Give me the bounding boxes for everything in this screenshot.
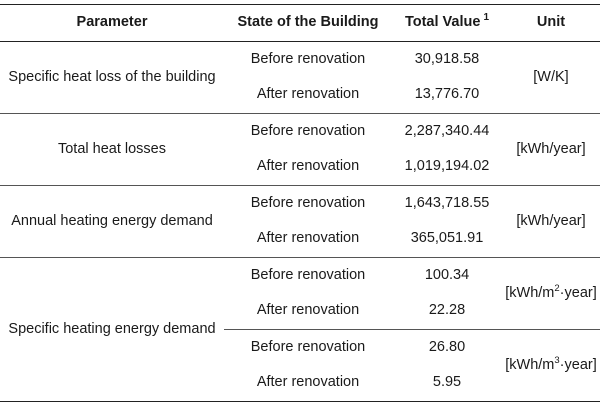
table-row — [0, 186, 600, 222]
unit-suffix: ·year] — [559, 356, 597, 373]
state-cell: Before renovation — [250, 122, 366, 139]
state-cell: Before renovation — [250, 338, 366, 355]
state-cell: After renovation — [224, 150, 392, 186]
header-total-value-label: Total Value — [404, 14, 481, 31]
header-state: State of the Building — [237, 14, 379, 31]
unit-suffix: ·year] — [559, 284, 597, 301]
table-row — [0, 258, 600, 294]
value-cell: 2,287,340.44 — [404, 122, 490, 139]
value-cell: 22.28 — [392, 294, 502, 330]
unit-exponent: 3 — [554, 354, 560, 366]
header-total-value — [392, 5, 502, 42]
value-cell: 100.34 — [424, 266, 470, 283]
value-cell: 30,918.58 — [414, 50, 480, 67]
unit-cell: [W/K] — [502, 42, 600, 114]
unit-cell: [kWh/year] — [502, 114, 600, 186]
state-cell: Before renovation — [250, 266, 366, 283]
value-cell: 1,019,194.02 — [392, 150, 502, 186]
table-row — [0, 114, 600, 150]
param-specific-demand: Specific heating energy demand — [0, 258, 224, 402]
state-cell: After renovation — [224, 78, 392, 114]
header-parameter: Parameter — [76, 14, 148, 31]
header-unit: Unit — [536, 14, 566, 31]
value-cell: 5.95 — [392, 366, 502, 402]
unit-cell: [kWh/year] — [502, 186, 600, 258]
param-total-losses: Total heat losses — [0, 114, 224, 186]
header-row — [0, 5, 600, 42]
unit-cell — [502, 330, 600, 402]
unit-prefix: [kWh/m — [505, 284, 555, 301]
renovation-parameters-table — [0, 4, 600, 402]
param-heat-loss: Specific heat loss of the building — [0, 42, 224, 114]
state-cell: After renovation — [224, 366, 392, 402]
unit-cell — [502, 258, 600, 330]
state-cell: After renovation — [224, 222, 392, 258]
table-row — [0, 42, 600, 78]
state-cell: After renovation — [224, 294, 392, 330]
header-total-value-footnote: 1 — [483, 12, 490, 24]
value-cell: 13,776.70 — [392, 78, 502, 114]
param-annual-demand: Annual heating energy demand — [0, 186, 224, 258]
state-cell: Before renovation — [250, 194, 366, 211]
unit-prefix: [kWh/m — [505, 356, 555, 373]
value-cell: 26.80 — [428, 338, 466, 355]
value-cell: 365,051.91 — [392, 222, 502, 258]
value-cell: 1,643,718.55 — [404, 194, 490, 211]
unit-exponent: 2 — [554, 282, 560, 294]
state-cell: Before renovation — [250, 50, 366, 67]
